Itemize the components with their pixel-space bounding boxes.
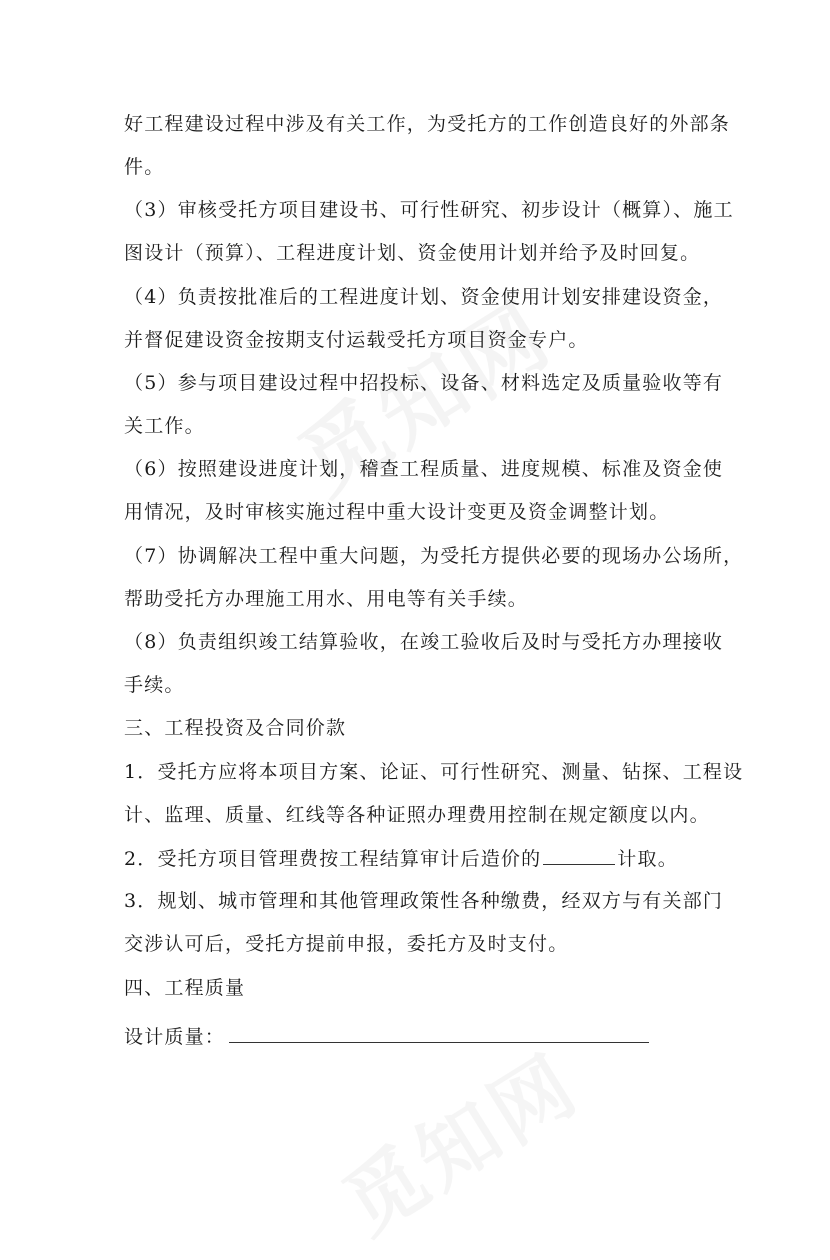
design-quality-label: 设计质量： <box>124 1026 226 1048</box>
text-line: 1．受托方应将本项目方案、论证、可行性研究、测量、钻探、工程设 <box>124 761 744 783</box>
text-line: （5）参与项目建设过程中招投标、设备、材料选定及质量验收等有 <box>124 372 724 394</box>
text-line: （3）审核受托方项目建设书、可行性研究、初步设计（概算）、施工 <box>124 199 734 221</box>
text-line: 3．规划、城市管理和其他管理政策性各种缴费，经双方与有关部门 <box>124 890 724 912</box>
text-line: 好工程建设过程中涉及有关工作，为受托方的工作创造良好的外部条 <box>124 113 731 135</box>
text-line: 关工作。 <box>124 415 205 437</box>
text-line: （4）负责按批准后的工程进度计划、资金使用计划安排建设资金， <box>124 286 724 308</box>
section-heading: 三、工程投资及合同价款 <box>124 717 347 739</box>
fee-line <box>124 846 724 871</box>
section-heading: 四、工程质量 <box>124 977 246 999</box>
text-line: （7）协调解决工程中重大问题，为受托方提供必要的现场办公场所， <box>124 545 744 567</box>
design-quality-blank-field[interactable] <box>229 1024 649 1043</box>
text-line: （6）按照建设进度计划，稽查工程质量、进度规模、标准及资金使 <box>124 458 724 480</box>
text-line: 计、监理、质量、红线等各种证照办理费用控制在规定额度以内。 <box>124 804 710 826</box>
text-line: 手续。 <box>124 674 185 696</box>
fee-line-prefix: 2．受托方项目管理费按工程结算审计后造价的 <box>124 848 542 870</box>
text-line: 用情况，及时审核实施过程中重大设计变更及资金调整计划。 <box>124 501 670 523</box>
text-line: 交涉认可后，受托方提前申报，委托方及时支付。 <box>124 933 569 955</box>
watermark-bottom <box>318 1020 602 1260</box>
fee-blank-field[interactable] <box>543 846 615 865</box>
text-line: 并督促建设资金按期支付运载受托方项目资金专户。 <box>124 329 589 351</box>
text-line: 图设计（预算）、工程进度计划、资金使用计划并给予及时回复。 <box>124 242 701 264</box>
text-line: （8）负责组织竣工结算验收，在竣工验收后及时与受托方办理接收 <box>124 631 724 653</box>
fee-line-suffix: 计取。 <box>617 848 678 870</box>
quality-line <box>124 1024 724 1049</box>
text-line: 帮助受托方办理施工用水、用电等有关手续。 <box>124 588 529 610</box>
text-line: 件。 <box>124 156 165 178</box>
